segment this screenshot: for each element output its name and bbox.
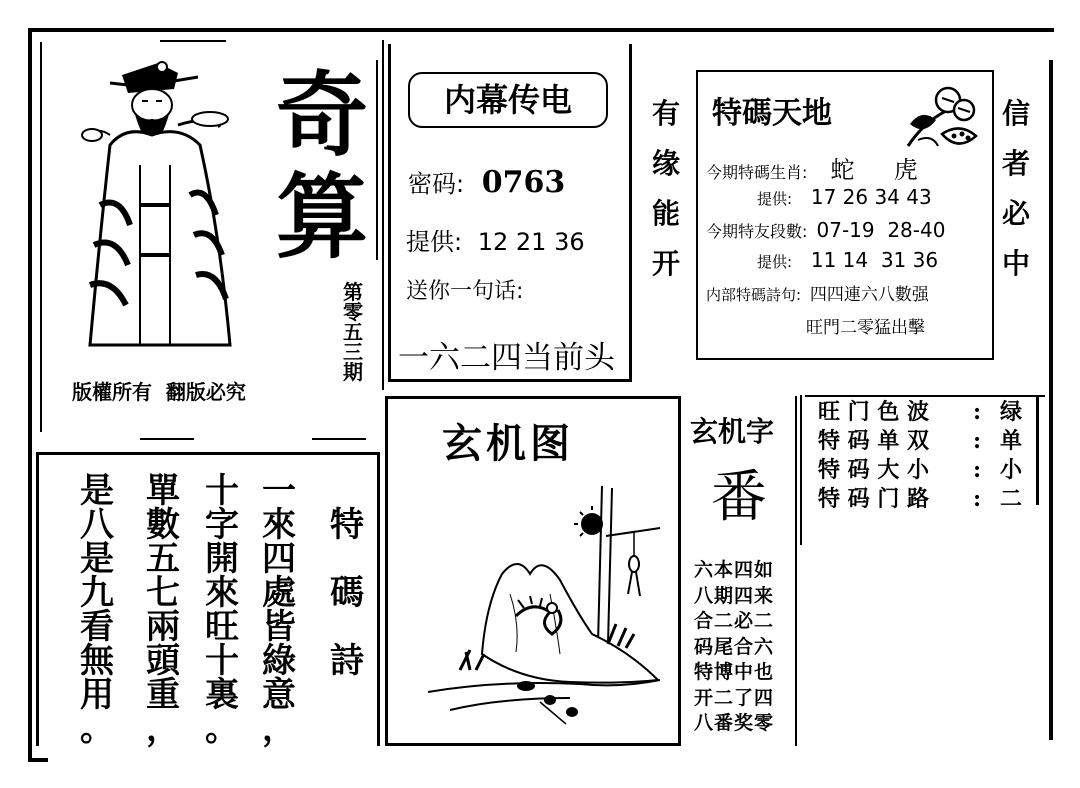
issue-char: 五 xyxy=(343,320,363,344)
tema-zodiac-value: 蛇 虎 xyxy=(830,156,926,184)
xuanji-zi-title: 玄机字 xyxy=(690,415,775,448)
side-right-char: 中 xyxy=(1002,247,1031,280)
poem-char: 看 xyxy=(80,607,114,647)
poem-char: 綠 xyxy=(262,641,296,681)
xuanji-zi-line: 八番奖零 xyxy=(694,712,775,734)
poem-char: 字 xyxy=(205,505,239,545)
side-slogan-left xyxy=(652,97,681,280)
mystery-illustration xyxy=(420,484,670,736)
tema-provide2-value: 11 14 31 36 xyxy=(810,248,939,272)
xuanji-zi-line: 六本四如 xyxy=(694,559,775,581)
password-label: 密码: xyxy=(408,170,465,198)
poem-char: 五 xyxy=(146,539,180,579)
frame-left xyxy=(28,28,32,762)
inside-banner: 内幕传电 xyxy=(408,72,608,128)
prop-row: 特 码 门 路 : 二 xyxy=(818,486,1023,512)
poem-char: 意 xyxy=(262,675,296,715)
poem-char: 用 xyxy=(80,675,114,715)
tema-row-provide1 xyxy=(757,185,932,209)
poem-char: 來 xyxy=(262,505,296,545)
prop-label: 特 码 门 路 xyxy=(818,486,929,512)
tema-poem-line1: 四四連六八數强 xyxy=(809,285,929,305)
provide-label: 提供: xyxy=(406,228,463,256)
password-row xyxy=(408,164,565,200)
xuanji-zi-line: 开二了四 xyxy=(694,686,775,709)
prop-label: 特 码 单 双 xyxy=(818,428,929,454)
phrase-text: 一六二四当前头 xyxy=(398,340,615,376)
xuanji-tu-title: 玄机图 xyxy=(442,421,574,467)
xuanji-zi-line: 八期四来 xyxy=(694,584,775,607)
prop-label: 特 码 大 小 xyxy=(818,457,929,483)
xuanji-zi-lines xyxy=(694,558,774,737)
side-left-char: 能 xyxy=(652,197,681,230)
side-right-char: 必 xyxy=(1002,197,1031,230)
tema-title: 特碼天地 xyxy=(712,96,832,131)
prop-row: 特 码 大 小 : 小 xyxy=(818,457,1023,483)
title-rule xyxy=(376,60,378,260)
poem-char: 十 xyxy=(205,641,239,681)
divider-left-h2 xyxy=(312,438,366,440)
poem-char: 數 xyxy=(146,505,180,545)
copyright-notice: 版權所有 翻版必究 xyxy=(72,380,246,404)
prop-value: 小 xyxy=(1000,457,1023,483)
main-title-char: 算 xyxy=(276,164,369,271)
poem-column xyxy=(205,471,239,749)
poem-title-char: 碼 xyxy=(330,573,364,613)
poem-char: 兩 xyxy=(146,607,180,647)
tema-poem-label: 内部特碼詩句: xyxy=(706,286,802,304)
frame-bottom-right-h xyxy=(805,395,1045,397)
poem-char: 裏 xyxy=(205,675,239,715)
prop-value: 绿 xyxy=(1000,399,1023,425)
provide-row xyxy=(406,222,585,257)
poem-char: 處 xyxy=(262,573,296,613)
divider-left-h1 xyxy=(140,438,194,440)
poem-char: 十 xyxy=(205,471,239,511)
props-list xyxy=(818,398,1022,514)
frame-top xyxy=(28,28,1054,32)
poem-title xyxy=(330,505,364,681)
poem-char: 是 xyxy=(80,539,114,579)
side-right-char: 者 xyxy=(1002,147,1031,180)
frame-bottom xyxy=(28,758,48,762)
phrase-label: 送你一句话: xyxy=(406,279,524,304)
side-left-char: 开 xyxy=(652,247,681,280)
poem-column xyxy=(262,471,296,749)
poem-char: 皆 xyxy=(262,607,296,647)
side-slogan-right xyxy=(1002,97,1031,280)
poem-char: 。 xyxy=(205,709,239,749)
poem-column xyxy=(146,471,180,749)
tema-row-provide2 xyxy=(757,248,938,272)
poem-char: 七 xyxy=(146,573,180,613)
tema-row-zodiac xyxy=(706,150,926,185)
poem-char: 。 xyxy=(80,709,114,749)
poem-char: 旺 xyxy=(205,607,239,647)
side-left-char: 缘 xyxy=(652,147,681,180)
poem-char: 單 xyxy=(146,471,180,511)
frame-right xyxy=(1049,60,1053,740)
poem-char: 是 xyxy=(80,471,114,511)
poem-char: 一 xyxy=(262,471,296,511)
tema-provide1-value: 17 26 34 43 xyxy=(810,185,932,209)
caishen-figure-illustration xyxy=(70,55,250,355)
issue-char: 第 xyxy=(343,280,363,304)
tema-provide1-label: 提供: xyxy=(757,190,793,208)
prop-value: 单 xyxy=(1000,428,1023,454)
frame-inner-left xyxy=(40,42,42,432)
tema-row-poem xyxy=(706,280,929,305)
prop-row: 特 码 单 双 : 单 xyxy=(818,428,1023,454)
poem-title-char: 特 xyxy=(330,505,364,545)
frame-sidebar-right-v xyxy=(1036,395,1039,505)
poem-char: 來 xyxy=(205,573,239,613)
flower-icon xyxy=(898,76,984,160)
poem-char: 九 xyxy=(80,573,114,613)
poem-char: 開 xyxy=(205,539,239,579)
tema-provide2-label: 提供: xyxy=(757,253,793,271)
issue-number xyxy=(343,282,363,382)
poem-column xyxy=(80,471,114,749)
xuanji-zi-line: 特博中也 xyxy=(694,661,775,683)
poem-char: 無 xyxy=(80,641,114,681)
tema-row-segment xyxy=(706,218,945,242)
frame-col-right-v xyxy=(800,395,802,545)
poem-char: ， xyxy=(262,709,296,749)
xuanji-zi-char: 番 xyxy=(711,465,767,530)
issue-char: 期 xyxy=(343,360,363,384)
tema-poem-line2: 旺門二零猛出擊 xyxy=(806,318,925,338)
issue-char: 零 xyxy=(343,300,363,324)
poem-char: 八 xyxy=(80,505,114,545)
poem-char: 四 xyxy=(262,539,296,579)
xuanji-zi-line: 码尾合六 xyxy=(694,635,775,658)
xuanji-zi-line: 合二必二 xyxy=(694,610,775,632)
main-title-char: 奇 xyxy=(276,62,369,169)
poem-title-char: 詩 xyxy=(330,641,364,681)
prop-row: 旺 门 色 波 : 绿 xyxy=(818,399,1023,425)
issue-char: 三 xyxy=(343,340,363,364)
tema-zodiac-label: 今期特碼生肖: xyxy=(706,163,808,182)
main-title xyxy=(276,62,369,271)
tema-segment-label: 今期特友段數: xyxy=(706,222,808,241)
poem-char: ， xyxy=(146,709,180,749)
poem-char: 頭 xyxy=(146,641,180,681)
password-value: 0763 xyxy=(481,165,566,200)
frame-topleft-stub xyxy=(160,40,226,42)
prop-label: 旺 门 色 波 xyxy=(818,399,929,425)
tema-segment-value: 07-19 28-40 xyxy=(816,218,946,242)
provide-value: 12 21 36 xyxy=(477,228,585,256)
side-right-char: 信 xyxy=(1002,97,1031,130)
frame-inner-v xyxy=(382,40,384,390)
poem-char: 重 xyxy=(146,675,180,715)
side-left-char: 有 xyxy=(652,97,681,130)
prop-value: 二 xyxy=(1000,486,1023,512)
